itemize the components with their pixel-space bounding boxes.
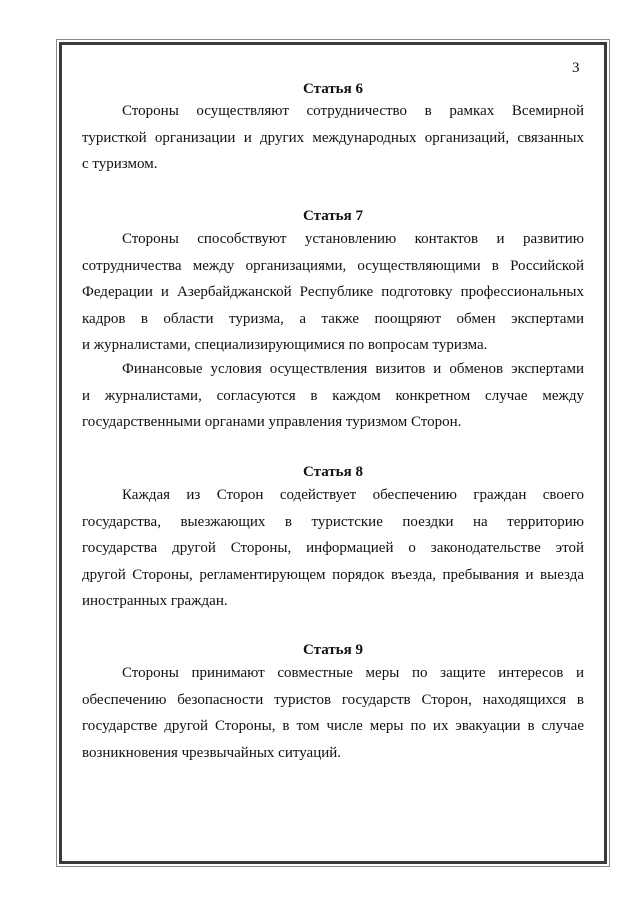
text-line: обеспечению безопасности туристов государств Сторон, находящихся в bbox=[82, 691, 584, 708]
text-line: Стороны принимают совместные меры по защите интересов и bbox=[122, 665, 584, 681]
text-line: туристкой организации и других международных организаций, связанных bbox=[82, 129, 584, 146]
text-line: иностранных граждан. bbox=[82, 593, 228, 609]
text-line: кадров в области туризма, а также поощряют обмен экспертами bbox=[82, 310, 584, 327]
text-line: государственными органами управления туризмом Сторон. bbox=[82, 414, 462, 430]
article-7-paragraph-1 bbox=[82, 226, 584, 359]
text-line: Каждая из Сторон содействует обеспечению граждан своего bbox=[122, 487, 584, 503]
text-line: Финансовые условия осуществления визитов и обменов экспертами bbox=[122, 361, 584, 377]
text-line: с туризмом. bbox=[82, 156, 158, 172]
text-line: и журналистами, специализирующимися по вопросам туризма. bbox=[82, 337, 488, 353]
text-line: и журналистами, согласуются в каждом конкретном случае между bbox=[82, 387, 584, 404]
text-line: Федерации и Азербайджанской Республике подготовку профессиональных bbox=[82, 284, 584, 300]
article-6-paragraph-1 bbox=[82, 98, 584, 178]
article-8-heading: Статья 8 bbox=[303, 464, 363, 480]
text-line: государства другой Стороны, информацией о законодательстве этой bbox=[82, 540, 584, 556]
article-8-paragraph-1 bbox=[82, 482, 584, 615]
article-7-heading: Статья 7 bbox=[303, 208, 363, 224]
text-line: другой Стороны, регламентирующем порядок въезда, пребывания и выезда bbox=[82, 566, 584, 583]
article-9-paragraph-1 bbox=[82, 660, 584, 766]
article-6-heading: Статья 6 bbox=[303, 81, 363, 97]
text-line: Стороны способствуют установлению контактов и развитию bbox=[122, 231, 584, 247]
text-line: Стороны осуществляют сотрудничество в рамках Всемирной bbox=[122, 103, 584, 119]
article-9-heading: Статья 9 bbox=[303, 642, 363, 658]
text-line: сотрудничества между организациями, осуществляющими в Российской bbox=[82, 257, 584, 274]
text-line: государства, выезжающих в туристские поездки на территорию bbox=[82, 513, 584, 530]
text-line: возникновения чрезвычайных ситуаций. bbox=[82, 744, 342, 761]
page-number: 3 bbox=[572, 60, 580, 76]
article-7-paragraph-2 bbox=[82, 356, 584, 436]
text-line: государстве другой Стороны, в том числе меры по их эвакуации в случае bbox=[82, 718, 584, 734]
